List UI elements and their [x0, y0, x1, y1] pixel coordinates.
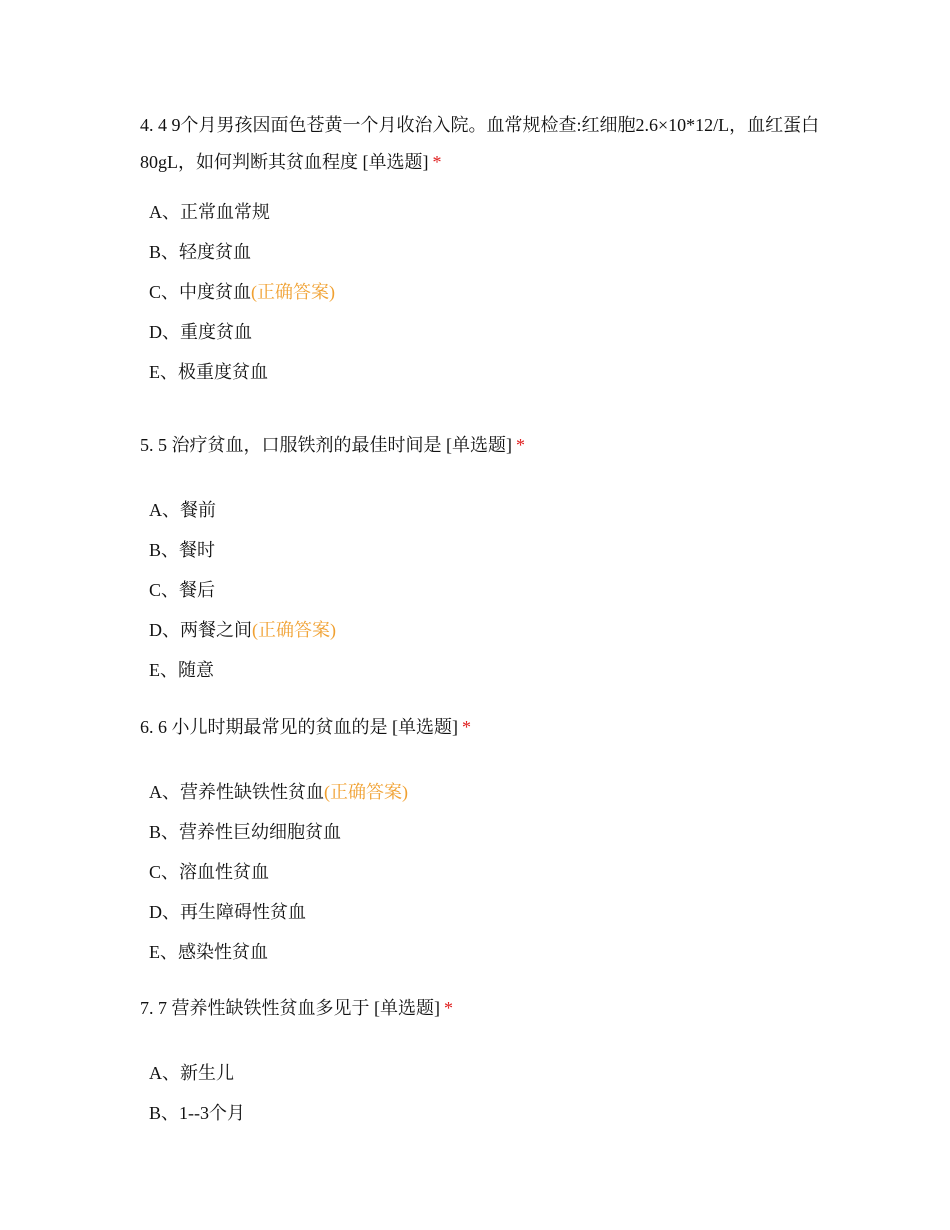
option-b[interactable]: B、轻度贫血 — [149, 242, 252, 262]
question-title: 4. 4 9个月男孩因面色苍黄一个月收治入院。血常规检查:红细胞2.6×10*12/L，血红蛋白80gL，如何判断其贫血程度 [单选题] * — [140, 115, 820, 172]
option-c[interactable]: C、中度贫血(正确答案) — [149, 282, 336, 302]
question-title: 5. 5 治疗贫血，口服铁剂的最佳时间是 [单选题] * — [140, 435, 525, 455]
correct-answer-label: (正确答案) — [324, 782, 408, 802]
question-5 — [140, 427, 820, 690]
option-d[interactable]: D、重度贫血 — [149, 322, 252, 342]
option-d[interactable]: D、再生障碍性贫血 — [149, 902, 306, 922]
option-list — [140, 1053, 820, 1133]
option-e[interactable]: E、极重度贫血 — [149, 362, 268, 382]
question-6 — [140, 709, 820, 972]
option-b[interactable]: B、餐时 — [149, 540, 216, 560]
option-a[interactable]: A、正常血常规 — [149, 202, 270, 222]
question-4 — [140, 107, 820, 392]
option-c[interactable]: C、溶血性贫血 — [149, 862, 270, 882]
option-a[interactable]: A、餐前 — [149, 500, 216, 520]
option-c[interactable]: C、餐后 — [149, 580, 216, 600]
correct-answer-label: (正确答案) — [252, 620, 336, 640]
required-mark: * — [516, 435, 525, 455]
option-list — [140, 490, 820, 690]
question-title: 7. 7 营养性缺铁性贫血多见于 [单选题] * — [140, 998, 453, 1018]
option-a[interactable]: A、营养性缺铁性贫血(正确答案) — [149, 782, 408, 802]
option-d[interactable]: D、两餐之间(正确答案) — [149, 620, 336, 640]
question-title: 6. 6 小儿时期最常见的贫血的是 [单选题] * — [140, 717, 471, 737]
required-mark: * — [462, 717, 471, 737]
option-b[interactable]: B、1--3个月 — [149, 1103, 245, 1123]
option-e[interactable]: E、随意 — [149, 660, 214, 680]
option-list — [140, 772, 820, 972]
question-7 — [140, 990, 820, 1133]
required-mark: * — [432, 152, 442, 172]
required-mark: * — [444, 998, 453, 1018]
correct-answer-label: (正确答案) — [251, 282, 336, 302]
option-list — [140, 192, 820, 392]
option-e[interactable]: E、感染性贫血 — [149, 942, 268, 962]
option-a[interactable]: A、新生儿 — [149, 1063, 234, 1083]
option-b[interactable]: B、营养性巨幼细胞贫血 — [149, 822, 342, 842]
